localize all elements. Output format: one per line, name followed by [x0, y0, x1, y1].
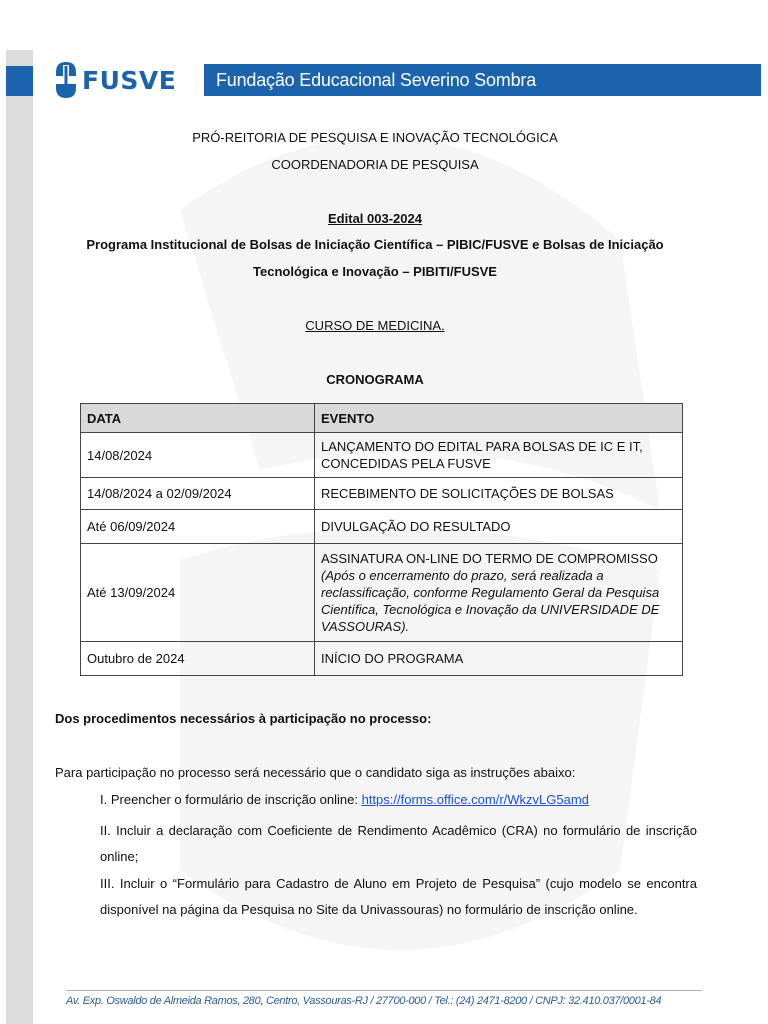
table-row: [81, 478, 683, 510]
header-data: DATA: [81, 404, 315, 433]
cell-evento: LANÇAMENTO DO EDITAL PARA BOLSAS DE IC E IT, CONCEDIDAS PELA FUSVE: [315, 433, 683, 478]
coordenadoria-title: COORDENADORIA DE PESQUISA: [271, 157, 479, 172]
instruction-item-1: [100, 792, 589, 807]
table-header-row: [81, 404, 683, 433]
procedimentos-heading: Dos procedimentos necessários à participação no processo:: [55, 711, 432, 726]
cell-data: Outubro de 2024: [81, 642, 315, 676]
header-evento: EVENTO: [315, 404, 683, 433]
header-banner: Fundação Educacional Severino Sombra: [204, 64, 761, 96]
procedimentos-intro: Para participação no processo será necessário que o candidato siga as instruções abaixo:: [55, 765, 576, 780]
cell-evento: RECEBIMENTO DE SOLICITAÇÕES DE BOLSAS: [315, 478, 683, 510]
evento-note: (Após o encerramento do prazo, será realizada a reclassificação, conforme Regulamento Geral da Pesquisa Científica, Tecnológica e Inovação da UNIVERSIDADE DE VASSOURAS).: [321, 568, 660, 634]
fusve-logo-icon: [54, 60, 78, 100]
instruction-item-1-label: I. Preencher o formulário de inscrição online:: [100, 792, 362, 807]
table-row: [81, 544, 683, 642]
cell-evento: INÍCIO DO PROGRAMA: [315, 642, 683, 676]
footer-address: Av. Exp. Oswaldo de Almeida Ramos, 280, Centro, Vassouras-RJ / 27700-000 / Tel.: (24) 2471-8200 / CNPJ: 32.410.037/0001-84: [66, 995, 662, 1007]
programa-title-line1: Programa Institucional de Bolsas de Iniciação Científica – PIBIC/FUSVE e Bolsas de Iniciação: [86, 237, 664, 252]
table-row: [81, 510, 683, 544]
curso-title: CURSO DE MEDICINA.: [305, 318, 445, 333]
cell-evento: DIVULGAÇÃO DO RESULTADO: [315, 510, 683, 544]
instruction-item-2: II. Incluir a declaração com Coeficiente de Rendimento Acadêmico (CRA) no formulário de inscrição online;: [100, 823, 697, 864]
document-header: [0, 58, 768, 102]
logo-text: FUSVE: [82, 65, 177, 95]
cell-evento: [315, 544, 683, 642]
left-margin-bar: [6, 0, 33, 1024]
cell-data: Até 13/09/2024: [81, 544, 315, 642]
instruction-item-3: III. Incluir o “Formulário para Cadastro de Aluno em Projeto de Pesquisa” (cujo modelo se encontra disponível na página da Pesquisa no Site da Univassouras) no formulário de inscrição online.: [100, 876, 697, 917]
programa-title-line2: Tecnológica e Inovação – PIBITI/FUSVE: [253, 264, 497, 279]
pro-reitoria-title: PRÓ-REITORIA DE PESQUISA E INOVAÇÃO TECNOLÓGICA: [192, 130, 558, 145]
header-left-accent: [6, 66, 33, 96]
cell-data: 14/08/2024: [81, 433, 315, 478]
table-row: [81, 642, 683, 676]
cell-data: 14/08/2024 a 02/09/2024: [81, 478, 315, 510]
fusve-logo: [54, 58, 176, 102]
cell-data: Até 06/09/2024: [81, 510, 315, 544]
table-row: [81, 433, 683, 478]
left-margin-gap: [6, 0, 33, 50]
cronograma-table: [80, 403, 683, 676]
evento-text: ASSINATURA ON-LINE DO TERMO DE COMPROMISSO: [321, 551, 658, 566]
edital-title: Edital 003-2024: [328, 211, 422, 226]
cronograma-title: CRONOGRAMA: [326, 372, 424, 387]
form-link[interactable]: https://forms.office.com/r/WkzvLG5amd: [361, 792, 589, 807]
footer-divider: [66, 990, 702, 991]
